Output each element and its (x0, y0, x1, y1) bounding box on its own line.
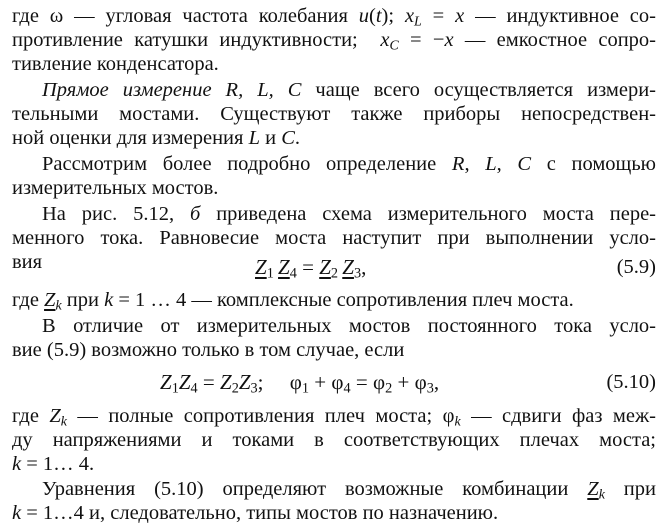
text-line-12: где $Z_k$ при k = 1 … 4 — комплексные сопротивления плеч моста. (12, 289, 574, 314)
text-line-7: Рассмотрим более подробно определение R, L, C с помощью (42, 153, 656, 175)
text-line-14: вие (5.9) возможно только в том случае, если (12, 339, 405, 361)
equation-number-5-10: (5.10) (606, 371, 656, 393)
text-line-2: противление катушки индуктивности; $x_C = -x$ — емкостное сопро- (12, 29, 656, 54)
text-line-9: На рис. 5.12, б приведена схема измерительного моста пере- (42, 203, 656, 225)
text-line-17: k = 1… 4. (12, 453, 95, 475)
text-line-13: В отличие от измерительных мостов постоянного тока усло- (42, 315, 656, 337)
text-line-11: вия (12, 251, 43, 273)
text-line-1: где ω — угловая частота колебания u(t); $x_L = x$ — индуктивное со- (12, 5, 656, 30)
text-line-5: тельными мостами. Существуют также приборы непосредствен- (12, 103, 656, 125)
text-line-16: ду напряжениями и токами в соответствующих плечах моста; (12, 429, 656, 451)
text-line-3: тивление конденсатора. (12, 53, 219, 75)
text-line-15: где $Z_k$ — полные сопротивления плеч моста; $\varphi_k$ — сдвиги фаз меж- (12, 405, 656, 430)
text-line-10: менного тока. Равновесие моста наступит при выполнении усло- (12, 227, 656, 249)
text-line-18: Уравнения (5.10) определяют возможные комбинации $Z_k$ при (42, 478, 656, 503)
equation-5-10: $Z_1Z_4 = Z_2Z_3$; $\varphi_1 + \varphi_4 = \varphi_2 + \varphi_3$, (160, 370, 440, 397)
text-line-6: ной оценки для измерения L и C. (12, 127, 301, 149)
text-line-19: k = 1…4 и, следовательно, типы мостов по назначению. (12, 502, 499, 524)
equation-number-5-9: (5.9) (616, 256, 656, 278)
text-line-4: Прямое измерение R, L, C чаще всего осуществляется измери- (42, 79, 656, 101)
equation-5-9: $Z_1$ $Z_4 = Z_2$ $Z_3$, (255, 255, 367, 282)
text-line-8: измерительных мостов. (12, 177, 219, 199)
